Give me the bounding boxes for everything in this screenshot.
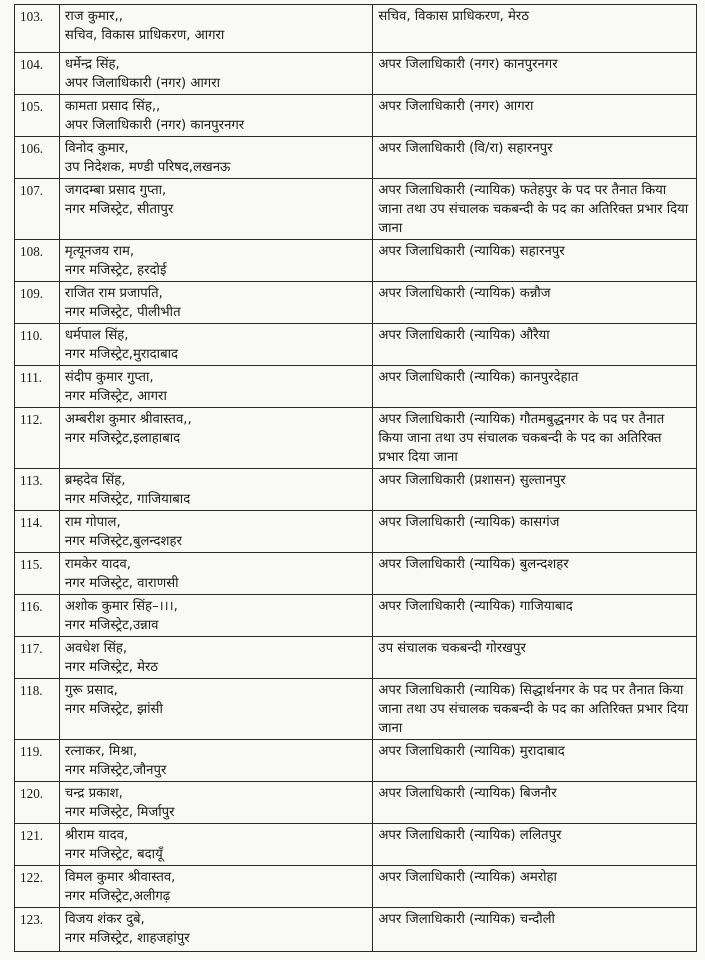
transfer-table (14, 4, 697, 952)
new-posting-cell (373, 866, 697, 908)
current-designation: नगर मजिस्ट्रेट, झांसी (64, 702, 163, 717)
table-row (15, 679, 697, 740)
current-designation: नगर मजिस्ट्रेट, मिर्जापुर (64, 805, 175, 820)
new-posting: सचिव, विकास प्राधिकरण, मेरठ (378, 9, 529, 24)
table-row (15, 740, 697, 782)
serial-number: 122. (15, 866, 60, 908)
serial-number: 103. (15, 5, 60, 53)
current-designation: नगर मजिस्ट्रेट,उन्नाव (64, 618, 159, 633)
officer-name: राज कुमार,, (64, 9, 123, 24)
officer-name: रत्नाकर, मिश्रा, (64, 744, 138, 759)
new-posting: अपर जिलाधिकारी (न्यायिक) अमरोहा (378, 870, 557, 885)
table-row (15, 469, 697, 511)
new-posting: अपर जिलाधिकारी (न्यायिक) सिद्धार्थनगर के पद पर तैनात किया जाना तथा उप संचालक चकबन्दी के पद का अतिरिक्त प्रभार दिया जाना (378, 683, 689, 736)
new-posting: अपर जिलाधिकारी (न्यायिक) गाजियाबाद (378, 599, 573, 614)
current-designation: नगर मजिस्ट्रेट,मुरादाबाद (64, 347, 179, 362)
serial-number: 115. (15, 553, 60, 595)
new-posting-cell (373, 282, 697, 324)
new-posting: अपर जिलाधिकारी (प्रशासन) सुल्तानपुर (378, 473, 566, 488)
current-designation: अपर जिलाधिकारी (नगर) आगरा (64, 76, 221, 91)
serial-number: 123. (15, 908, 60, 952)
officer-name: ब्रम्हदेव सिंह, (64, 473, 126, 488)
new-posting-cell (373, 679, 697, 740)
serial-number: 111. (15, 366, 60, 408)
officer-name: कामता प्रसाद सिंह,, (64, 99, 161, 114)
current-designation: सचिव, विकास प्राधिकरण, आगरा (64, 28, 225, 43)
serial-number: 121. (15, 824, 60, 866)
new-posting-cell (373, 5, 697, 53)
officer-cell (59, 53, 372, 95)
officer-name: विनोद कुमार, (64, 141, 129, 156)
table-row (15, 866, 697, 908)
officer-name: मृत्यूनजय राम, (64, 244, 135, 259)
officer-name: रामकेर यादव, (64, 557, 131, 572)
table-row (15, 240, 697, 282)
current-designation: नगर मजिस्ट्रेट,जौनपुर (64, 763, 167, 778)
table-row (15, 595, 697, 637)
table-row (15, 637, 697, 679)
new-posting-cell (373, 824, 697, 866)
officer-name: धर्मपाल सिंह, (64, 328, 129, 343)
serial-number: 113. (15, 469, 60, 511)
serial-number: 119. (15, 740, 60, 782)
officer-name: श्रीराम यादव, (64, 828, 129, 843)
table-row (15, 553, 697, 595)
table-row (15, 179, 697, 240)
serial-number: 108. (15, 240, 60, 282)
new-posting: अपर जिलाधिकारी (न्यायिक) औरैया (378, 328, 550, 343)
officer-name: संदीप कुमार गुप्ता, (64, 370, 154, 385)
new-posting: अपर जिलाधिकारी (न्यायिक) कानपुरदेहात (378, 370, 579, 385)
officer-cell (59, 740, 372, 782)
officer-cell (59, 137, 372, 179)
officer-name: विमल कुमार श्रीवास्तव, (64, 870, 176, 885)
current-designation: नगर मजिस्ट्रेट, हरदोई (64, 263, 167, 278)
officer-name: गुरू प्रसाद, (64, 683, 118, 698)
table-row (15, 53, 697, 95)
table-row (15, 282, 697, 324)
new-posting: अपर जिलाधिकारी (न्यायिक) कन्नौज (378, 286, 551, 301)
officer-name: अवधेश सिंह, (64, 641, 128, 656)
current-designation: नगर मजिस्ट्रेट, बदायूँ (64, 847, 163, 862)
officer-cell (59, 282, 372, 324)
officer-cell (59, 782, 372, 824)
new-posting: अपर जिलाधिकारी (न्यायिक) मुरादाबाद (378, 744, 565, 759)
serial-number: 118. (15, 679, 60, 740)
new-posting: अपर जिलाधिकारी (न्यायिक) सहारनपुर (378, 244, 565, 259)
new-posting: अपर जिलाधिकारी (नगर) कानपुरनगर (378, 57, 558, 72)
officer-cell (59, 5, 372, 53)
officer-cell (59, 469, 372, 511)
officer-name: राजित राम प्रजापति, (64, 286, 163, 301)
officer-cell (59, 240, 372, 282)
table-row (15, 908, 697, 952)
officer-cell (59, 179, 372, 240)
current-designation: नगर मजिस्ट्रेट, मेरठ (64, 660, 159, 675)
serial-number: 112. (15, 408, 60, 469)
table-row (15, 408, 697, 469)
serial-number: 109. (15, 282, 60, 324)
new-posting-cell (373, 366, 697, 408)
table-row (15, 137, 697, 179)
officer-name: विजय शंकर दुबे, (64, 912, 145, 927)
table-body (15, 5, 697, 952)
new-posting: अपर जिलाधिकारी (न्यायिक) चन्दौली (378, 912, 555, 927)
current-designation: नगर मजिस्ट्रेट, शाहजहांपुर (64, 931, 190, 946)
officer-name: जगदम्बा प्रसाद गुप्ता, (64, 183, 167, 198)
new-posting-cell (373, 782, 697, 824)
serial-number: 105. (15, 95, 60, 137)
table-row (15, 782, 697, 824)
new-posting: अपर जिलाधिकारी (न्यायिक) ललितपुर (378, 828, 562, 843)
new-posting-cell (373, 637, 697, 679)
serial-number: 107. (15, 179, 60, 240)
serial-number: 116. (15, 595, 60, 637)
serial-number: 120. (15, 782, 60, 824)
new-posting: अपर जिलाधिकारी (न्यायिक) बुलन्दशहर (378, 557, 569, 572)
officer-cell (59, 553, 372, 595)
current-designation: उप निदेशक, मण्डी परिषद,लखनऊ (64, 160, 231, 175)
officer-cell (59, 866, 372, 908)
current-designation: नगर मजिस्ट्रेट, आगरा (64, 389, 167, 404)
new-posting: अपर जिलाधिकारी (नगर) आगरा (378, 99, 534, 114)
new-posting-cell (373, 324, 697, 366)
officer-cell (59, 824, 372, 866)
new-posting: अपर जिलाधिकारी (न्यायिक) बिजनौर (378, 786, 557, 801)
current-designation: अपर जिलाधिकारी (नगर) कानपुरनगर (64, 118, 245, 133)
serial-number: 110. (15, 324, 60, 366)
officer-name: धर्मेन्द्र सिंह, (64, 57, 120, 72)
new-posting-cell (373, 469, 697, 511)
officer-name: चन्द्र प्रकाश, (64, 786, 123, 801)
current-designation: नगर मजिस्ट्रेट, पीलीभीत (64, 305, 181, 320)
new-posting: अपर जिलाधिकारी (न्यायिक) फतेहपुर के पद पर तैनात किया जाना तथा उप संचालक चकबन्दी के पद का अतिरिक्त प्रभार दिया जाना (378, 183, 689, 236)
table-row (15, 511, 697, 553)
officer-cell (59, 366, 372, 408)
serial-number: 104. (15, 53, 60, 95)
new-posting-cell (373, 179, 697, 240)
new-posting-cell (373, 408, 697, 469)
new-posting: अपर जिलाधिकारी (न्यायिक) कासगंज (378, 515, 560, 530)
table-row (15, 824, 697, 866)
current-designation: नगर मजिस्ट्रेट,अलीगढ़ (64, 889, 171, 904)
new-posting-cell (373, 137, 697, 179)
table-row (15, 95, 697, 137)
serial-number: 117. (15, 637, 60, 679)
current-designation: नगर मजिस्ट्रेट, वाराणसी (64, 576, 179, 591)
current-designation: नगर मजिस्ट्रेट,इलाहाबाद (64, 431, 181, 446)
serial-number: 114. (15, 511, 60, 553)
officer-name: अशोक कुमार सिंह–।।।, (64, 599, 178, 614)
new-posting-cell (373, 53, 697, 95)
new-posting: अपर जिलाधिकारी (न्यायिक) गौतमबुद्धनगर के पद पर तैनात किया जाना तथा उप संचालक चकबन्दी के पद का अतिरिक्त प्रभार दिया जाना (378, 412, 665, 465)
officer-cell (59, 637, 372, 679)
officer-cell (59, 324, 372, 366)
new-posting-cell (373, 511, 697, 553)
current-designation: नगर मजिस्ट्रेट,बुलन्दशहर (64, 534, 182, 549)
officer-name: राम गोपाल, (64, 515, 121, 530)
current-designation: नगर मजिस्ट्रेट, गाजियाबाद (64, 492, 191, 507)
new-posting: उप संचालक चकबन्दी गोरखपुर (378, 641, 526, 656)
table-row (15, 5, 697, 53)
officer-cell (59, 908, 372, 952)
officer-cell (59, 95, 372, 137)
table-row (15, 366, 697, 408)
officer-cell (59, 595, 372, 637)
officer-cell (59, 511, 372, 553)
officer-name: अम्बरीश कुमार श्रीवास्तव,, (64, 412, 192, 427)
new-posting-cell (373, 595, 697, 637)
new-posting-cell (373, 740, 697, 782)
new-posting: अपर जिलाधिकारी (वि/रा) सहारनपुर (378, 141, 553, 156)
current-designation: नगर मजिस्ट्रेट, सीतापुर (64, 202, 174, 217)
officer-cell (59, 679, 372, 740)
new-posting-cell (373, 95, 697, 137)
new-posting-cell (373, 240, 697, 282)
new-posting-cell (373, 908, 697, 952)
serial-number: 106. (15, 137, 60, 179)
table-row (15, 324, 697, 366)
officer-cell (59, 408, 372, 469)
new-posting-cell (373, 553, 697, 595)
